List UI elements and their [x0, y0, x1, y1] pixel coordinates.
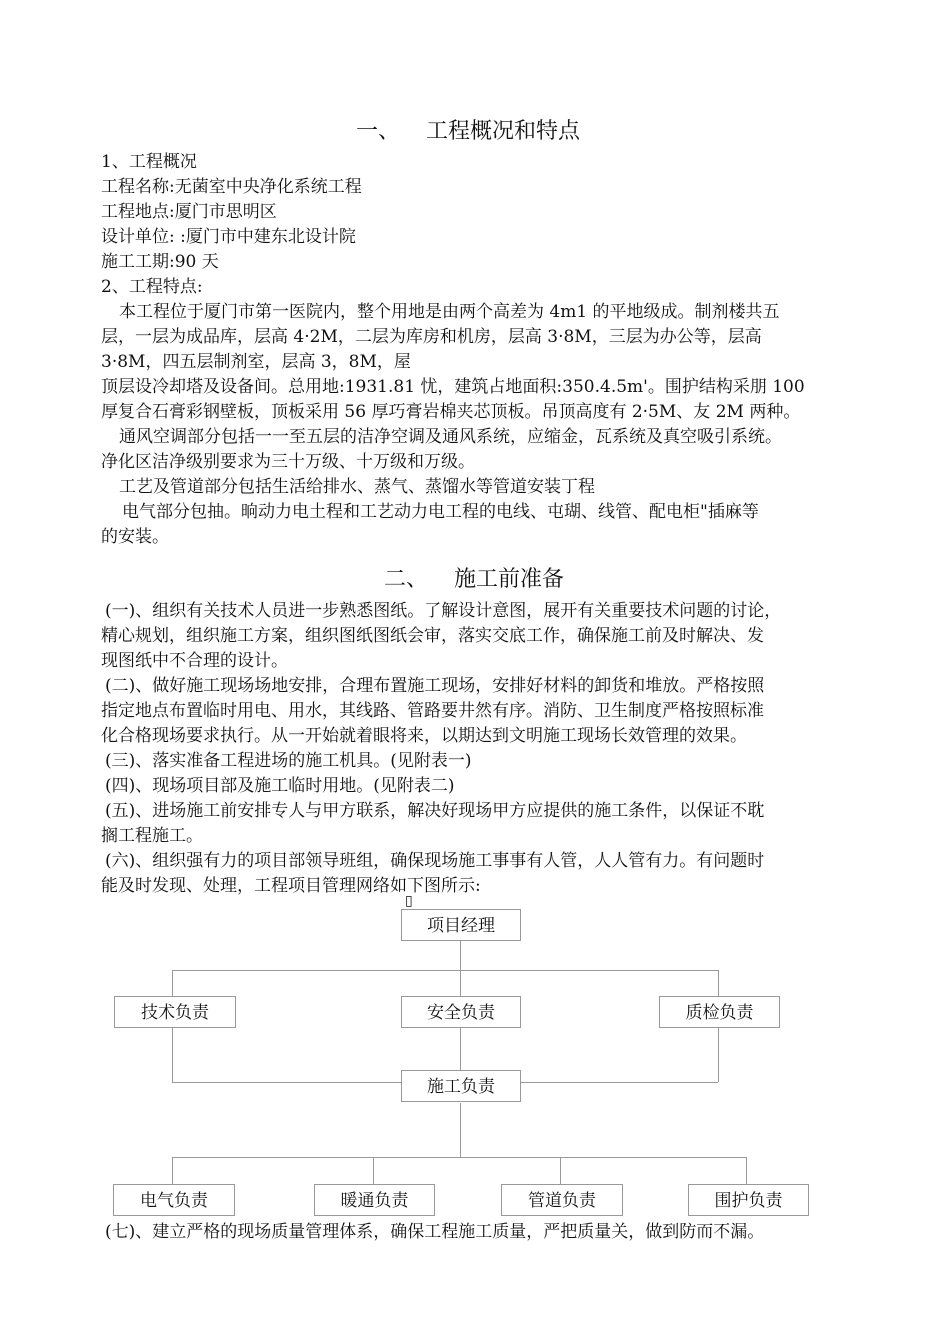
text-line: 层，一层为成品库，层高 4·2M，二层为库房和机房，层高 3·8M，三层为办公等，层高 — [101, 327, 762, 347]
connector-line — [460, 1103, 461, 1157]
text-line: 搁工程施工。 — [101, 826, 203, 846]
text-line: (六)、组织强有力的项目部领导班组，确保现场施工事事有人管，人人管有力。有问题时 — [105, 851, 765, 871]
connector-line — [460, 1028, 461, 1070]
connector-line — [172, 1157, 746, 1158]
section-1-number: 一、 — [356, 119, 401, 144]
text-line: 指定地点布置临时用电、用水，其线路、管路要井然有序。消防、卫生制度严格按照标准 — [101, 701, 764, 721]
text-line: 精心规划，组织施工方案，组织图纸图纸会审，落实交底工作，确保施工前及时解决、发 — [101, 626, 764, 646]
connector-line — [560, 1157, 561, 1184]
text-line: 3·8M，四五层制剂室，层高 3，8M，屋 — [101, 352, 411, 372]
text-line: 电气部分包抽。晌动力电土程和工艺动力电工程的电线、屯瑚、线管、配电柜"插麻等 — [122, 502, 759, 522]
connector-line — [718, 1028, 719, 1082]
section-1-heading — [356, 114, 580, 145]
text-line: 工艺及管道部分包括生活给排水、蒸气、蒸馏水等管道安装丁程 — [119, 477, 595, 497]
org-node-enclosure: 围护负责 — [688, 1184, 809, 1216]
connector-line — [172, 1028, 173, 1082]
connector-line — [521, 1082, 718, 1083]
section-2-heading — [384, 562, 564, 593]
connector-line — [172, 970, 173, 996]
text-line: (三)、落实准备工程进场的施工机具。(见附表一) — [105, 751, 472, 771]
text-line: 工程名称:无菌室中央净化系统工程 — [101, 177, 362, 197]
org-node-technical: 技术负责 — [114, 996, 236, 1028]
text-line: 顶层设冷却塔及设备间。总用地:1931.81 忧，建筑占地面积:350.4.5m'。围护结构采朋 100 — [101, 377, 805, 397]
text-line: 施工工期:90 天 — [101, 252, 219, 272]
text-line: 现图纸中不合理的设计。 — [101, 651, 288, 671]
section-2-number: 二、 — [384, 567, 429, 592]
text-line: (一)、组织有关技术人员进一步熟悉图纸。了解设计意图，展开有关重要技术问题的讨论， — [105, 601, 782, 621]
placeholder-glyph: ▯ — [405, 893, 413, 909]
text-line: 本工程位于厦门市第一医院内，整个用地是由两个高差为 4m1 的平地级成。制剂楼共五 — [119, 302, 780, 322]
text-line: (五)、进场施工前安排专人与甲方联系，解决好现场甲方应提供的施工条件，以保证不耽 — [105, 801, 765, 821]
text-line: (四)、现场项目部及施工临时用地。(见附表二) — [105, 776, 455, 796]
org-node-piping: 管道负责 — [501, 1184, 623, 1216]
org-node-hvac: 暖通负责 — [314, 1184, 435, 1216]
org-node-safety: 安全负责 — [401, 996, 521, 1028]
connector-line — [460, 970, 461, 996]
text-line: (二)、做好施工现场场地安排，合理布置施工现场，安排好材料的卸货和堆放。严格按照 — [105, 676, 765, 696]
text-line: 设计单位: :厦门市中建东北设计院 — [101, 227, 356, 247]
text-line: 净化区洁净级别要求为三十万级、十万级和万级。 — [101, 452, 475, 472]
org-node-quality: 质检负责 — [659, 996, 780, 1028]
text-line: 2、工程特点: — [101, 277, 203, 297]
org-node-construction: 施工负责 — [401, 1070, 521, 1102]
connector-line — [460, 941, 461, 970]
text-line: 化合格现场要求执行。从一开始就着眼将来，以期达到文明施工现场长效管理的效果。 — [101, 726, 747, 746]
connector-line — [746, 1157, 747, 1184]
org-node-project-manager: 项目经理 — [401, 909, 521, 941]
text-line: 能及时发现、处理，工程项目管理网络如下图所示: — [101, 876, 481, 896]
org-node-electrical: 电气负责 — [113, 1184, 235, 1216]
connector-line — [172, 970, 718, 971]
section-1-title: 工程概况和特点 — [426, 119, 581, 144]
connector-line — [718, 970, 719, 996]
connector-line — [172, 1157, 173, 1184]
text-line: 厚复合石膏彩钢壁板，顶板采用 56 厚巧膏岩棉夹芯顶板。吊顶高度有 2·5M、友 2M 两种。 — [101, 402, 801, 422]
text-line: 工程地点:厦门市思明区 — [101, 202, 277, 222]
connector-line — [373, 1157, 374, 1184]
text-line: 的安装。 — [101, 527, 169, 547]
connector-line — [172, 1082, 402, 1083]
section-2-title: 施工前准备 — [454, 567, 565, 592]
text-line: 通风空调部分包括一一至五层的洁净空调及通风系统，应缩金，瓦系统及真空吸引系统。 — [119, 427, 782, 447]
text-line: (七)、建立严格的现场质量管理体系，确保工程施工质量，严把质量关，做到防而不漏。 — [105, 1222, 765, 1242]
text-line: 1、工程概况 — [101, 152, 197, 172]
